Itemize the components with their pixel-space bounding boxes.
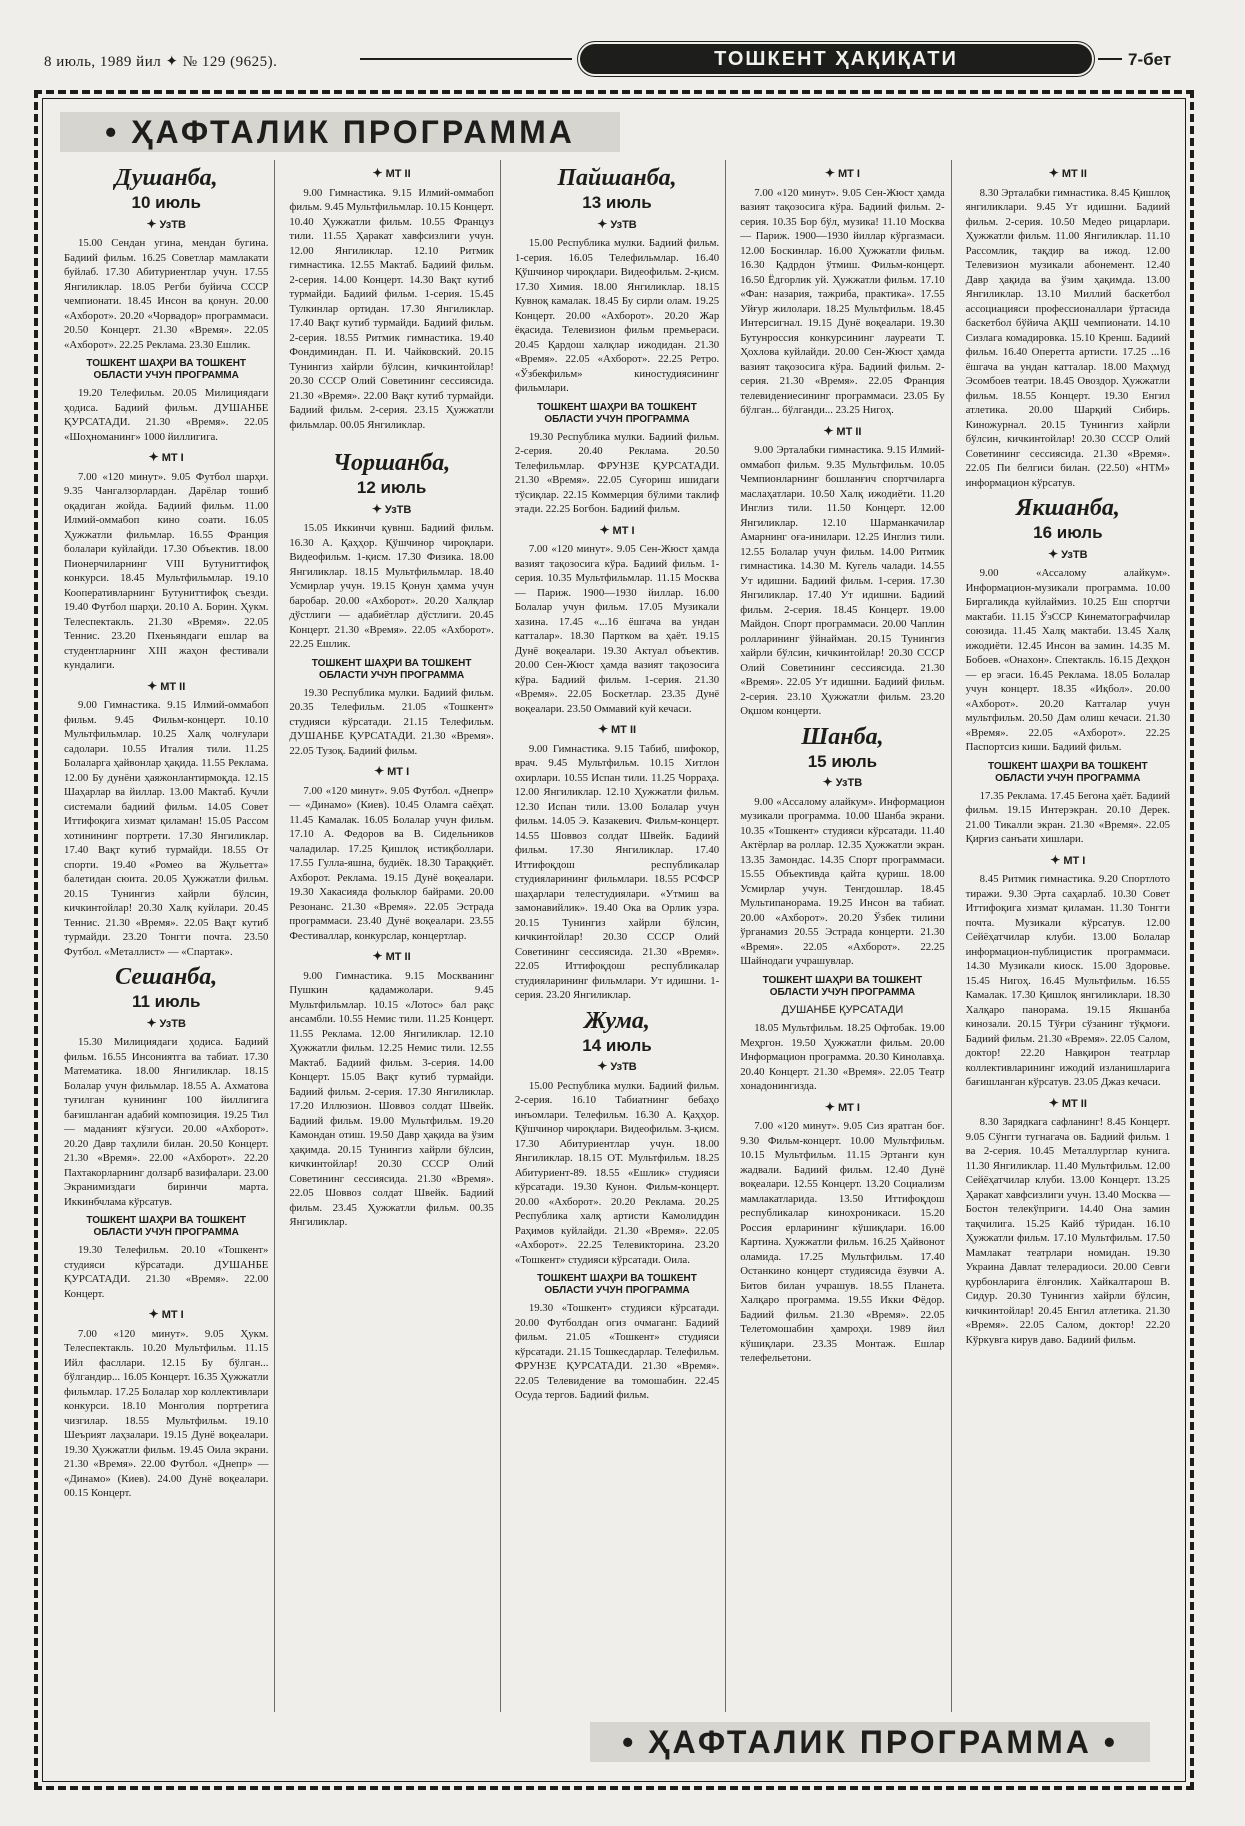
spacer (289, 435, 493, 445)
day-heading: Сешанба, (115, 964, 218, 990)
program-listing: 17.35 Реклама. 17.45 Бегона ҳаёт. Бадиий фильм. 19.15 Интерэкран. 20.10 Дерек. 21.00 Тикалли экран. 21.30 «Время». 22.05 Қирғиз санъати хишлари. (965, 789, 1171, 845)
program-listing: 7.00 «120 минут». 9.05 Сен-Жюст ҳамда вазият тақозосига кўра. Бадиий фильм. 2-серия. 10.35 Бор бўл, музика! 11.10 Москва — Париж. 1900—1930 йиллар кўргазмаси. 12.00 Боскинлар. 16.00 Ҳужжатли фильм. 16.30 Қадрдон ўтмиш. Фильм-концерт. 16.50 Ёдгорлик уй. Ҳужжатли фильм. 17.10 «Фан: назария, тажриба, практика». 17.55 Уйғур жилолари. 18.25 Мультфильм. 18.45 Интерсигнал. 19.15 Дунё воқеалари. 19.30 Бутунроссия конкурсининг лауреати Т. Ҳохловa куйлайди. 20.00 Сен-Жюст ҳамда вазият тақозосига кўра. Бадиий фильм. 2-серия. 21.30 «Время». 22.05 Франция телевидениесининг программаси. 23.05 Бу бўлган... бўлганди... 23.25 Нигоҳ. (740, 186, 945, 416)
star-icon: ✦ (372, 949, 383, 963)
program-listing: 19.30 Республика мулки. Бадиий фильм. 20.35 Телефильм. 21.05 «Тошкент» студияси кўрсатади. 21.15 Телефильм. ДУШАНБЕ ҚУРСАТАДИ. 21.30 «Время». 22.05 Тузоқ. Бадиий фильм. (289, 686, 494, 757)
channel-heading: ✦ МТ I (599, 522, 635, 537)
issue-date: 8 июль, 1989 йил ✦ № 129 (9625). (44, 54, 278, 70)
program-listing: 9.00 «Ассалому алайкум». Информацион музикали программа. 10.00 Шанба экрани. 10.35 «Тошкент» студияси кўрсатади. 11.40 Актёрлар ва роллар. 12.35 Ҳужжатли экран. 13.35 Замондас. 14.35 Спорт программаси. 15.55 Объективда қайта қуриш. 18.00 Усмирлар учун. Тенгдошлар. 18.45 Мультипанорама. 19.25 Инсон ва табиат. 20.00 «Ахборот». 20.20 Ўзбек тилини ўрганамиз 20.55 Эстрада концерти. 21.30 «Время». 22.05 «Ахборот». 22.25 Шайнодаги учрашувлар. (740, 795, 945, 967)
star-icon: ✦ (824, 1099, 835, 1114)
program-listing: 15.30 Милициядаги ҳодиса. Бадиий фильм. 16.55 Инсониятга ва табиат. 17.30 Математика. 18.00 Янгиликлар. 18.15 Болалар учун фильмлар. 18.55 А. Ахматова туғилган кунининг 100 йиллигига бағишланган адабий композиция. 19.25 Тил — маданият кўзгуси. 20.00 «Ахборот». 20.20 Давр таҳлили билан. 20.50 Концерт. 21.30 «Время». 22.00 «Ахборот». 22.20 Пахтакорларнинг долзарб вазифалари. 23.00 Экранимиздаги биринчи марта. Иккинбчлама кўрсатув. (64, 1036, 269, 1208)
star-icon: ✦ (372, 166, 383, 180)
star-icon: ✦ (148, 450, 159, 464)
channel-heading: ✦ УзТВ (597, 1059, 637, 1073)
star-icon: ✦ (824, 166, 835, 180)
program-listing: 19.30 Республика мулки. Бадиий фильм. 2-серия. 20.40 Реклама. 20.50 Телефильмлар. ФРУНЗЕ ҚУРСАТАДИ. 21.30 «Время». 22.05 Суғориш ишидаги тўсиқлар. 22.15 Коммерция бўлими таклиф этади. 22.25 Богбон. Бадиий фильм. (514, 430, 720, 515)
channel-heading: ✦ УзТВ (822, 775, 863, 789)
column-4 (734, 160, 951, 1712)
channel-heading: ✦ МТ II (1048, 1095, 1087, 1110)
program-listing: 7.00 «120 минут». 9.05 Ҳукм. Телеспектакль. 10.20 Мультфильм. 11.15 Ийл фасллари. 12.15 Бу бўлган... бўлгандир... 16.05 Концерт. 16.35 Ҳужжатли фильмлар. 17.25 Болалар хор коллективлари конкурси. 18.10 Монголия портретига чизгилар. 18.55 Мультфильм. 19.10 Шеърият лаҳзалари. 19.15 Дунё воқеалари. 19.30 Ҳужжатли фильм. 19.45 Оила экрани. 21.30 «Время». 22.00 Футбол. «Днепр» — «Динамо» (Киев). 24.00 Дунё воқеалари. 00.15 Концерт. (64, 1327, 269, 1499)
channel-heading: ✦ МТ II (823, 423, 862, 438)
column-5 (960, 160, 1176, 1712)
channel-heading: ✦ УзТВ (371, 501, 412, 516)
regional-program-heading: ТОШКЕНТ ШАҲРИ ВА ТОШКЕНТ ОБЛАСТИ УЧУН ПРОГРАММА (86, 358, 247, 381)
program-listing: 7.00 «120 минут». 9.05 Сиз яратган боғ. 9.30 Фильм-концерт. 10.00 Мультфильм. 10.15 Мультфильм. 11.15 Эртанги кун жадвали. Бадиий фильм. 12.40 Дунё воқеалари. 12.55 Концерт. 13.20 Социализм мамлакатларида. 13.50 Иттифоқдош республикалар кинохроникаси. 15.20 Россия ерларининг кўшиқлари. 16.00 Картина. Ҳужжатли фильм. 16.25 Ҳайвонот оламида. 17.25 Мультфильм. 17.40 Останкино концерт студиясида ёзувчи А. Битов билан учрашув. 18.55 Планета. Халқаро программа. 19.55 Икки Фёдор. Бадиий фильм. 21.30 «Время». 22.05 Телетомошабин ҳамроҳи. 1989 йил кўшиқлари. 23.35 Монтаж. Ешлар телефельетони. (740, 1120, 945, 1364)
day-date: 12 июль (356, 478, 427, 497)
channel-heading: ✦ МТ I (148, 450, 184, 464)
column-2 (283, 160, 500, 1712)
day-date: 10 июль (131, 193, 201, 212)
channel-heading: ✦ МТ II (372, 166, 411, 180)
day-date: 15 июль (807, 751, 878, 771)
star-icon: ✦ (146, 1015, 157, 1030)
star-icon: ✦ (597, 722, 609, 736)
day-heading: Шанба, (801, 723, 884, 750)
program-listing: 7.00 «120 минут». 9.05 Сен-Жюст ҳамда вазият тақозосига кўра. Бадиий фильм. 1-серия. 10.35 Мультфильмлар. 11.15 Москва — Париж. 1900—1930 йиллар. 16.00 Болалар учун фильм. 17.05 Музикали хазина. 17.45 «...16 ёшгача ва ундан катталар». 18.30 Партком ва ҳаёт. 19.15 Дунё воқеалари. 19.30 Актуал объектив. 20.00 Сен-Жюст ҳамда вазият тақозосига кўра. Бадиий фильм. 1-серия. 21.30 «Время». 22.05 Боскетлар. 23.35 Дунё воқеалари. 23.50 Оммавий куй кечаси. (514, 543, 720, 715)
program-listing: 8.45 Ритмик гимнастика. 9.20 Спортлото тиражи. 9.30 Эрта саҳарлаб. 10.30 Совет Иттифоқига хизмат қиламан. 11.30 Тонгги почта. Музикали кўрсатув. 12.00 Сейёҳатчилар клуби. 13.00 Болалар информацион-публицистик программаси. 14.30 Музикали киоск. 15.00 Здоровье. 15.45 Нигоҳ. 16.45 Мультфильм. 16.55 Камалак. 17.30 Қишлоқ янгиликлари. 18.30 Халқаро панорама. 19.15 Якшанба кинозали. 20.15 Тўғри сўзанинг тўқмоғи. Бадиий фильм. 21.30 «Время». 22.05 Салом, доктор! 22.20 Навқирон театрлар коллективларининг ижодий изланишларига бағишланган кўрсатув. 23.05 Джаз кечаси. (965, 873, 1171, 1088)
program-listing: 9.00 Гимнастика. 9.15 Илмий-оммабоп фильм. 9.45 Фильм-концерт. 10.10 Мультфильмлар. 10.25 Халқ чолғулари садолари. 10.55 Италия тили. 11.25 Болаларга ҳайвонлар ҳақида. 11.55 Реклама. 12.00 Бу дунёни ҳаяжонлантирмоқда. 12.15 Шаҳарлар ва йиллар. 13.00 Мактаб. Кучли системали бадиий фильм. 14.05 Совет Иттифоқига хизмат қиламан! 15.05 Рассом хотинининг портрети. 17.30 Янгиликлар. 17.40 Вақт кутиб турмайди. 18.55 От спорти. 19.40 «Ромео ва Жульетта» балетидан сюита. 20.05 Ҳужжатли фильм. 20.15 Тунингиз хайрли бўлсин, кичкинтойлар! 20.30 Халқ куйлари. 20.45 Теннис. 21.30 «Время». 22.05 Вақт кутиб турмайди. 23.20 Тонгги почта. 23.50 Футбол. «Металлист» — «Спартак». (64, 699, 269, 958)
masthead-rule-left (360, 58, 572, 60)
program-listing: 9.00 Гимнастика. 9.15 Илмий-оммабоп фильм. 9.45 Мультфильмлар. 10.15 Концерт. 10.40 Ҳужжатли фильм. 10.55 Француз тили. 11.55 Ҳаракат хавфсизлиги учун. 12.00 Янгиликлар. 12.10 Ритмик гимнастика. 12.55 Мактаб. Бадиий фильм. 2-серия. 14.00 Концерт. 14.30 Вақт кутиб турмайди. Бадиий фильм. 1-серия. 15.45 Тулкинлар ортидан. 17.30 Янгиликлар. 17.40 Вақт кутиб турмайди. Бадиий фильм. 2-серия. 18.55 Ритмик гимнастика. 19.40 Фондиминдан. П. И. Чайковский. 20.15 Тунингиз хайрли бўлсин, кичкинтойлар! 20.30 СССР Олий Советининг сессиясида. 21.30 «Время». 22.00 Вақт кутиб турмайди. Бадиий фильм. 2-серия. 23.15 Ҳужжатли фильмлар. 00.05 Янгиликлар. (289, 186, 494, 431)
program-listing: 9.00 Эрталабки гимнастика. 9.15 Илмий-оммабоп фильм. 9.35 Мультфильм. 10.05 Чемпионларнинг бошланғич спортчиларга маслаҳатлари. 10.50 Халқ ижодиёти. 11.20 Инглиз тили. 11.50 Концерт. 12.00 Янгиликлар. 12.10 Шарманкачилар Амарнинг оға-инилари. 12.25 Инглиз тили. 12.55 Болалар учун фильм. 14.00 Ритмик гимнастика. 14.30 М. Кугель чалади. 14.55 Ут идишни. Бадиий фильм. 1-серия. 17.30 Янгиликлар. 17.40 Ут идишни. Бадиий фильм. 2-серия. 18.45 Концерт. 19.00 Майдон. Спорт программаси. 20.00 Чаплин ролларининг ўйнайман. 20.15 Тунингиз хайрли бўлсин, кичкинтойлар! 20.30 СССР Олий Советининг сессиясида. 21.30 «Время». 22.05 Ут идишни. Бадиий фильм. 2-серия. 23.10 Ҳужжатли фильм. 23.20 Оқшом концерти. (740, 444, 945, 717)
regional-subheading: ДУШАНБЕ ҚУРСАТАДИ (781, 1003, 904, 1016)
star-icon: ✦ (148, 1307, 159, 1321)
channel-heading: ✦ МТ I (1050, 852, 1086, 867)
channel-heading: ✦ МТ I (374, 764, 410, 778)
day-date: 16 июль (1033, 523, 1103, 542)
program-listing: 19.20 Телефильм. 20.05 Милициядаги ҳодиса. Бадиий фильм. ДУШАНБЕ ҚУРСАТАДИ. 21.30 «Время». 22.05 «Шоҳноманинг» 1000 йиллигига. (64, 387, 269, 443)
weekly-program-banner-bottom: • ҲАФТАЛИК ПРОГРАММА • (590, 1722, 1150, 1762)
column-3 (509, 160, 726, 1712)
channel-heading: ✦ УзТВ (146, 216, 186, 231)
regional-program-heading: ТОШКЕНТ ШАҲРИ ВА ТОШКЕНТ ОБЛАСТИ УЧУН ПРОГРАММА (987, 760, 1148, 784)
day-heading: Пайшанба, (557, 165, 677, 191)
day-date: 11 июль (131, 992, 201, 1011)
channel-heading: ✦ МТ I (148, 1307, 184, 1321)
star-icon: ✦ (371, 501, 382, 516)
weekly-program-banner-top: • ҲАФТАЛИК ПРОГРАММА (60, 112, 620, 152)
program-listing: 7.00 «120 минут». 9.05 Футбол. «Днепр» — «Динамо» (Киев). 10.45 Оламга саёҳат. 11.45 Камалак. 16.05 Болалар учун фильм. 17.10 А. Федоров ва В. Сидельников чаладилар. 17.25 Қишлоқ истиқболлари. 17.55 Гулла-яшна, будиёк. 18.30 Тараққиёт. Ахборот. Реклама. 19.15 Дунё воқеалари. 19.30 Хакасияда фольклор байрами. 20.00 Резонанс. 21.30 «Время». 22.05 Эстрада программаси. 23.40 Дунё воқеалари. 23.55 Фестиваллар, конкурслар, концертлар. (289, 784, 494, 942)
channel-heading: ✦ МТ II (372, 949, 411, 963)
masthead (0, 40, 1245, 80)
day-date: 13 июль (582, 193, 652, 212)
channel-heading: ✦ МТ I (824, 1099, 860, 1114)
program-listing: 8.30 Эрталабки гимнастика. 8.45 Қишлоқ янгиликлари. 9.45 Ут идишни. Бадиий фильм. 2-серия. 10.50 Медео рицарлари. Ҳужжатли фильм. 11.00 Янгиликлар. 11.10 Рассомлик, тақдир ва ижод. 12.00 Телевизион музикали абонемент. 12.40 Давр ҳақида ва ўзим ҳақимда. 13.00 Янгиликлар. 13.10 Миллий баскетбол ассоциацияси профессионаллари ўртасида баскетбол бўйича АҚШ чемпионати. 14.10 Сизлага комадировка. 15.10 Кренш. Бадиий фильм. 16.40 Оперетта артисти. 17.25 ...16 ёшгача ва ундан катталар. 18.00 Маҳмуд Эсомбоев театри. 18.45 Овоздор. Ҳужжатли фильм. 18.55 Концерт. 19.30 Енгил атлетика. 20.00 Шарқий Сибирь. Киножурнал. 20.15 Тунингиз хайрли бўлсин, кичкинтойлар! 20.30 СССР Олий Советининг сессиясида. 21.30 «Время». 22.05 Пи белгиси билан. (22.50) «НТМ» информацион кўрсатув. (965, 186, 1171, 489)
star-icon: ✦ (1048, 166, 1059, 180)
program-listing: 8.30 Зарядкага сафланинг! 8.45 Концерт. 9.05 Сўнгги тугнагача ов. Бадиий фильм. 1 ва 2-серия. 10.45 Металлурглар кунига. 11.30 Янгиликлар. 11.40 Мультфильм. 12.00 Сейёҳатчилар клуби. 13.00 Концерт. 13.25 Ҳаракат хавфсизлиги учун. 13.40 Москва — Бостон телекўприги. 14.40 Она замин тақчилига. 15.25 Кайб тўридан. 16.10 Ҳужжатли фильм. 17.10 Мультфильм. 17.50 Мамлакат театрлари номидан. 19.30 Украина Давлат телерадиоси. 20.00 Севги қурбонларига ёлғонлик. Хайкалтарош В. Сидур. 20.30 Тунингиз хайрли бўлсин, кичкинтойлар! 20.45 Енгил атлетика. 21.30 «Время». 22.05 Салом, доктор! 22.20 Кўркувга кирув даво. Бадиий фильм. (965, 1116, 1171, 1346)
masthead-rule-right (1098, 58, 1122, 60)
star-icon: ✦ (1050, 852, 1061, 867)
program-listing: 7.00 «120 минут». 9.05 Футбол шарҳи. 9.35 Чангалзорлардан. Дарёлар тошиб оқадиган жойда. Бадиий фильм. 11.00 Илмий-оммабоп кино соати. 16.05 Ҳужжатли фильмлар. 16.55 Франция болалари куйлайди. 17.30 Объектив. 18.00 Пионерчиларнинг VIII Бутуниттифоқ конкурси. 18.45 Мультфильмлар. 19.10 Кооперативларнинг Бутуниттифоқ съезди. 19.40 Футбол шарҳи. 20.10 А. Борин. Ҳукм. Телеспектакль. 21.30 «Время». 22.05 Теннис. 23.20 Пхеньяндаги ешлар ва студентларнинг XIII жаҳон фестивали кундалиги. (64, 470, 269, 671)
day-date: 14 июль (582, 1035, 652, 1055)
column-1 (58, 160, 275, 1712)
channel-heading: ✦ МТ II (1048, 166, 1087, 180)
program-listing: 9.00 Гимнастика. 9.15 Москванинг Пушкин қадамжолари. 9.45 Мультфильмлар. 10.15 «Лотос» бал рақс ансамбли. 10.55 Немис тили. 11.25 Концерт. 11.55 Реклама. 12.00 Янгиликлар. 12.10 Ҳужжатли фильм. 12.25 Немис тили. 12.55 Мактаб. Бадиий фильм. 3-серия. 14.00 Концерт. 15.05 Вақт кутиб турмайди. Бадиий фильм. 2-серия. 17.30 Янгиликлар. 17.20 Иллюзион. Шоввоз солдат Швейк. Бадиий фильм. 19.00 Мультфильм. 19.20 Камондан отиш. 19.50 Давр ҳақида ва ўзим ҳақимда. 20.15 Тунингиз хайрли бўлсин, кичкинтойлар! 20.30 СССР Олий Советининг сессиясида. 21.30 «Время». 22.05 Шоввоз солдат Швейк. Бадиий фильм. 23.45 Ҳужжатли фильм. 00.35 Янгиликлар. (289, 969, 494, 1228)
program-listing: 19.30 «Тошкент» студияси кўрсатади. 20.00 Футболдан огиз очмаганг. Бадиий фильм. 21.05 «Тошкент» студияси кўрсатади. 21.15 Тошкесдарлар. Телефильм. ФРУНЗЕ ҚУРСАТАДИ. 21.30 «Время». 22.05 Телевидение ва томошабин. 22.45 Осуда тергов. Бадиий фильм. (514, 1302, 720, 1401)
regional-program-heading: ТОШКЕНТ ШАҲРИ ВА ТОШКЕНТ ОБЛАСТИ УЧУН ПРОГРАММА (762, 974, 923, 998)
star-icon: ✦ (374, 764, 385, 778)
program-listing: 15.00 Республика мулки. Бадиий фильм. 2-серия. 16.10 Табиатнинг бебаҳо инъомлари. Телефильм. 16.30 А. Қаҳҳор. Қўшчинор чироқлари. Видеофильм. 3-қисм. 17.30 Абитуриентлар учун. 18.00 Янгиликлар. 18.15 ОТ. Мультфильм. 18.25 Абитуриент-89. 18.55 «Ешлик» студияси кўрсатади. 19.30 Кунон. Фильм-концерт. 20.00 «Ахборот». 20.20 Реклама. 20.25 Республика халқ артисти Камолиддин Раҳимов куйлайди. 21.30 «Время». 22.05 «Ахборот». 22.25 Телевикторина. 23.20 «Тошкент» студияси кўрсатади. Оила. (514, 1079, 720, 1266)
channel-heading: ✦ УзТВ (597, 216, 637, 231)
star-icon: ✦ (1048, 546, 1059, 561)
star-icon: ✦ (597, 1059, 608, 1073)
channel-heading: ✦ УзТВ (146, 1015, 186, 1030)
star-icon: ✦ (823, 423, 834, 438)
program-listing: 18.05 Мультфильм. 18.25 Офтобак. 19.00 Меҳргон. 19.50 Ҳужжатли фильм. 20.00 Информацион программа. 20.30 Кинолавҳа. 20.40 Концерт. 21.30 «Время». 22.05 Театр хонадонингизда. (740, 1022, 945, 1092)
star-icon: ✦ (146, 216, 157, 231)
program-listing: 15.05 Иккинчи қувнш. Бадиий фильм. 16.30 А. Қаҳҳор. Қўшчинор чироқлари. Видеофильм. 1-қисм. 17.30 Физика. 18.00 Янгиликлар. 18.15 Мультфильмлар. 18.40 Усмирлар учун. 19.15 Қонун ҳамма учун баробар. 20.00 «Ахборот». 20.20 Халқлар дўстлиги — адабиётлар дўстлиги. 20.45 Концерт. 21.30 «Время». 22.05 «Ахборот». 22.25 Ешлик. (289, 522, 494, 650)
regional-program-heading: ТОШКЕНТ ШАҲРИ ВА ТОШКЕНТ ОБЛАСТИ УЧУН ПРОГРАММА (537, 1273, 697, 1296)
regional-program-heading: ТОШКЕНТ ШАҲРИ ВА ТОШКЕНТ ОБЛАСТИ УЧУН ПРОГРАММА (537, 401, 697, 425)
program-listing: 15.00 Республика мулки. Бадиий фильм. 1-серия. 16.05 Телефильмлар. 16.40 Қўшчинор чироқлари. Видеофильм. 2-қисм. 17.30 Химия. 18.00 Янгиликлар. 18.15 Кувноқ камалак. 18.45 Бу сирли олам. 19.25 Концерт. 20.00 «Ахборот». 20.20 Жар ёқасида. Телевизион фильм премьераси. 20.45 Қардош халқлар ижодидан. 21.30 «Время». 22.05 «Ахборот». 22.25 Ретро. «Ўзбекфильм» киностудиясининг фильмлари. (514, 237, 720, 394)
day-heading: Якшанба, (1015, 495, 1120, 521)
star-icon: ✦ (822, 775, 833, 789)
day-heading: Жума, (584, 1007, 650, 1034)
channel-heading: ✦ УзТВ (1048, 546, 1088, 561)
star-icon: ✦ (147, 678, 158, 693)
program-columns (58, 160, 1176, 1712)
star-icon: ✦ (1048, 1095, 1059, 1110)
channel-heading: ✦ МТ II (597, 722, 637, 736)
star-icon: ✦ (599, 522, 610, 537)
program-listing: 15.00 Сендан угина, мендан бугина. Бадиий фильм. 16.25 Советлар мамлакати буйлаб. 17.30 Абитуриентлар учун. 17.55 Янгиликлар. 18.05 Регби буйича СССР чемпионати. 18.45 Инсон ва қонун. 20.00 «Ахборот». 20.20 «Чорвадор» программаси. 20.50 Концерт. 21.30 «Время». 22.05 «Ахборот». 22.25 Реклама. 23.30 Ешлик. (64, 237, 269, 351)
regional-program-heading: ТОШКЕНТ ШАҲРИ ВА ТОШКЕНТ ОБЛАСТИ УЧУН ПРОГРАММА (86, 1215, 247, 1238)
star-icon: ✦ (597, 216, 608, 231)
newspaper-name: ТОШКЕНТ ҲАҚИҚАТИ (580, 44, 1092, 74)
channel-heading: ✦ МТ I (824, 166, 860, 180)
page-number: 7-бет (1128, 50, 1172, 69)
program-listing: 9.00 «Ассалому алайкум». Информацион-музикали программа. 10.00 Биргаликда куйлаймиз. 10.25 Еш спортчи мактаби. 11.15 ЎзССР Кинематографчилар союзида. 11.45 Халқ мактаби. 13.45 Халқ ижодиёти. 12.45 Инсон ва замин. 14.35 М. Бобоев. «Онахон». Спектакль. 16.15 Деҳқон — ер эгаси. 16.45 Реклама. 18.05 Болалар учун концерт. 18.35 «Иқбол». 20.00 «Ахборот». 20.20 Катталар учун мультфильм. 20.50 Дам олиш кечаси. 21.30 «Время». 22.05 «Ахборот». 22.25 Паспортсиз киши. Бадиий фильм. (965, 567, 1171, 753)
day-heading: Душанба, (114, 165, 218, 191)
day-heading: Чоршанба, (332, 450, 451, 476)
regional-program-heading: ТОШКЕНТ ШАҲРИ ВА ТОШКЕНТ ОБЛАСТИ УЧУН ПРОГРАММА (311, 657, 472, 681)
program-listing: 9.00 Гимнастика. 9.15 Табиб, шифокор, врач. 9.45 Мультфильм. 10.15 Хитлон охирлари. 10.55 Испан тили. 11.25 Чорраҳа. 12.00 Янгиликлар. 12.10 Ҳужжатли фильм. 12.30 Испан тили. 13.00 Болалар учун фильм. 14.05 Э. Казакевич. Фильм-концерт. 14.55 Шоввоз солдат Швейк. Бадиий фильм. 17.30 Янгиликлар. 17.40 Иттифоқдош республикалар студияларининг фильмлари. 18.55 РСФСР шаҳарлари телестудиялари. «Утмиш ва замонавийлик». 19.40 Ока ва Орлик узра. 20.15 Тунингиз хайрли бўлсин, кичкинтойлар! 20.30 СССР Олий Советининг сессиясида. 21.30 «Время». 22.05 Иттифоқдош республикалар студияларининг фильмлари. Ут идишни. 1-серия. 23.20 Янгиликлар. (514, 742, 720, 1001)
program-listing: 19.30 Телефильм. 20.10 «Тошкент» студияси кўрсатади. ДУШАНБЕ ҚУРСАТАДИ. 21.30 «Время». 22.00 Концерт. (64, 1244, 269, 1300)
channel-heading: ✦ МТ II (147, 678, 186, 693)
